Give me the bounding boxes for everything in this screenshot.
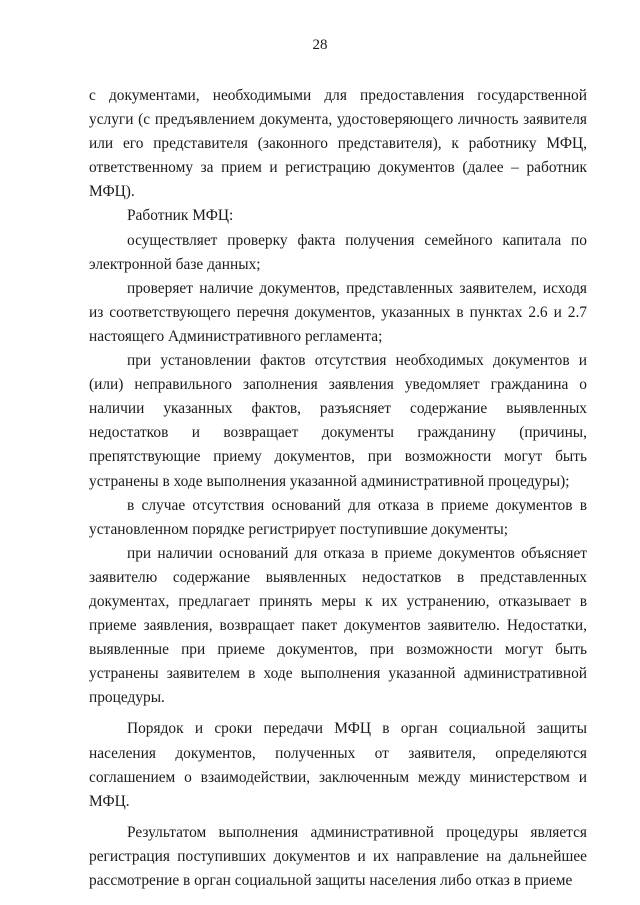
paragraph-missing-documents: при установлении фактов отсутствия необходимых документов и (или) неправильного заполнения заявления уведомляет гражданина о наличии указанных фактов, разъясняет содержание выявленных недостатков и возвращает документы гражданину (причины, препятствующие приему документов, при возможности могут быть устранены в ходе выполнения указанной административной процедуры); bbox=[89, 352, 587, 490]
paragraph-refusal-grounds: при наличии оснований для отказа в приеме документов объясняет заявителю содержание выявленных недостатков в представленных документах, предлагает принять меры к их устранению, отказывает в приеме заявления, возвращает пакет документов заявителю. Недостатки, выявленные при приеме документов, при возможности могут быть устранены заявителем в ходе выполнения указанной административной процедуры. bbox=[89, 544, 587, 707]
paragraph-registers-documents: в случае отсутствия оснований для отказа в приеме документов в установленном порядке регистрирует поступившие документы; bbox=[89, 496, 587, 538]
paragraph-result: Результатом выполнения административной процедуры является регистрация поступивших документов и их направление на дальнейшее рассмотрение в орган социальной защиты населения либо отказ в приеме bbox=[89, 823, 587, 889]
paragraph-checks-documents: проверяет наличие документов, представленных заявителем, исходя из соответствующего перечня документов, указанных в пунктах 2.6 и 2.7 настоящего Административного регламента; bbox=[89, 279, 587, 345]
paragraph-checks-capital: осуществляет проверку факта получения семейного капитала по электронной базе данных; bbox=[89, 231, 587, 273]
page-number: 28 bbox=[312, 37, 328, 53]
paragraph-continuation: с документами, необходимыми для предоставления государственной услуги (с предъявлением документа, удостоверяющего личность заявителя или его представителя (законного представителя), к работнику МФЦ, ответственному за прием и регистрацию документов (далее – работник МФЦ). bbox=[89, 87, 587, 201]
paragraph-mfc-worker-heading: Работник МФЦ: bbox=[127, 207, 234, 225]
paragraph-transfer-procedure: Порядок и сроки передачи МФЦ в орган социальной защиты населения документов, полученных от заявителя, определяются соглашением о взаимодействии, заключенным между министерством и МФЦ. bbox=[89, 720, 587, 810]
body-text bbox=[89, 84, 587, 893]
